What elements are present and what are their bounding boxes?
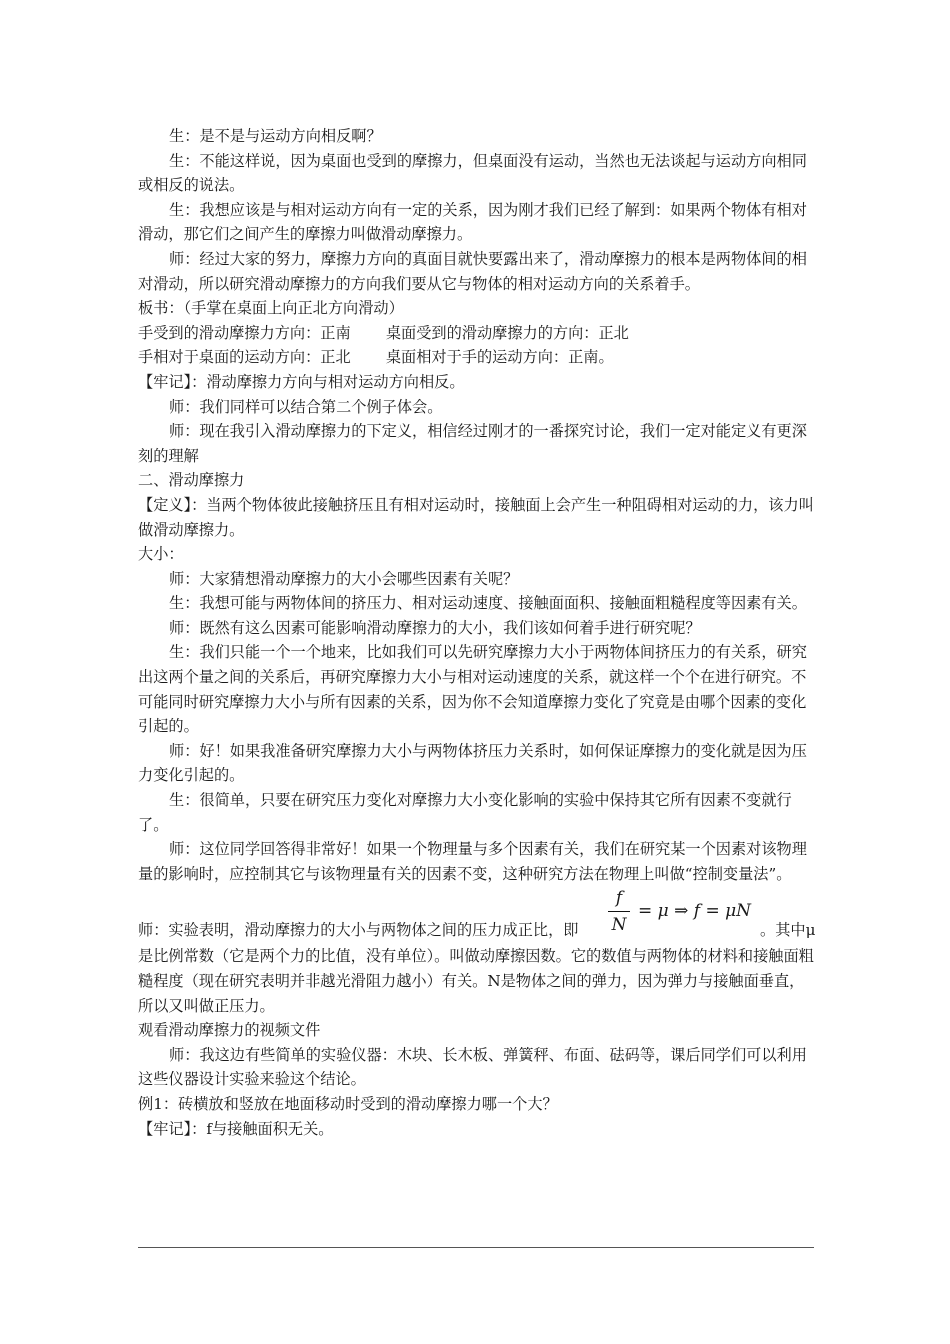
- fraction: [608, 886, 630, 937]
- section-heading: 二、滑动摩擦力: [138, 471, 245, 490]
- paragraph: 手受到的滑动摩擦力方向：正南 桌面受到的滑动摩擦力的方向：正北: [138, 323, 629, 342]
- subheading: 大小：: [138, 545, 184, 564]
- formula-equation: = μ ⇒ f = μN: [638, 901, 752, 922]
- fraction-denominator: N: [611, 915, 627, 936]
- footer-divider: [138, 1247, 814, 1248]
- paragraph: 生：很简单，只要在研究压力变化对摩擦力大小变化影响的实验中保持其它所有因素不变就行了。: [138, 791, 792, 834]
- paragraph: 师：既然有这么因素可能影响滑动摩擦力的大小，我们该如何着手进行研究呢？: [169, 618, 701, 637]
- paragraph: 是比例常数（它是两个力的比值，没有单位）。叫做动摩擦因数。它的数值与两物体的材料和接触面粗糙程度（现在研究表明并非越光滑阻力越小）有关。N是物体之间的弹力，因为弹力与接触面垂直，所以又叫做正压力。: [138, 947, 814, 1015]
- fraction-numerator: f: [615, 888, 623, 909]
- fraction-bar: [608, 911, 630, 912]
- paragraph: 生：我想可能与两物体间的挤压力、相对运动速度、接触面面积、接触面粗糙程度等因素有关。: [169, 594, 807, 613]
- paragraph: 师：现在我引入滑动摩擦力的下定义，相信经过刚才的一番探究讨论，我们一定对能定义有更深刻的理解: [138, 422, 807, 465]
- key-point: 【牢记】：滑动摩擦力方向与相对运动方向相反。: [138, 372, 465, 391]
- formula-line: [138, 886, 818, 944]
- paragraph: 生：是不是与运动方向相反啊？: [169, 127, 382, 145]
- paragraph: 手相对于桌面的运动方向：正北 桌面相对于手的运动方向：正南。: [138, 348, 614, 367]
- paragraph: 师：大家猜想滑动摩擦力的大小会哪些因素有关呢？: [169, 569, 519, 588]
- example-question: 例1：砖横放和竖放在地面移动时受到的滑动摩擦力哪一个大？: [138, 1094, 558, 1113]
- paragraph: 师：我这边有些简单的实验仪器：木块、长木板、弹簧秤、布面、砝码等，课后同学们可以利用这些仪器设计实验来验这个结论。: [138, 1045, 807, 1089]
- blackboard-note: 板书：（手掌在桌面上向正北方向滑动）: [138, 299, 404, 318]
- paragraph: 生：我们只能一个一个地来，比如我们可以先研究摩擦力大小于两物体间挤压力的有关系，研究出这两个量之间的关系后，再研究摩擦力大小与相对运动速度的关系，就这样一个个在进行研究。不可能同时研究摩擦力大小与所有因素的关系，因为你不会知道摩擦力变化了究竟是由哪个因素的变化引起的。: [138, 643, 807, 736]
- formula-trail-text: 。其中μ: [760, 920, 816, 939]
- key-point: 【牢记】：f与接触面积无关。: [138, 1119, 334, 1138]
- paragraph: 观看滑动摩擦力的视频文件: [138, 1021, 321, 1040]
- paragraph: 师：经过大家的努力，摩擦力方向的真面目就快要露出来了，滑动摩擦力的根本是两物体间的相对滑动，所以研究滑动摩擦力的方向我们要从它与物体的相对运动方向的关系着手。: [138, 249, 807, 293]
- paragraph: 师：我们同样可以结合第二个例子体会。: [169, 397, 443, 416]
- paragraph: 师：这位同学回答得非常好！如果一个物理量与多个因素有关，我们在研究某一个因素对该物理量的影响时，应控制其它与该物理量有关的因素不变，这种研究方法在物理上叫做“控制变量法”。: [138, 840, 807, 883]
- paragraph: 生：不能这样说，因为桌面也受到的摩擦力，但桌面没有运动，当然也无法谈起与运动方向相同或相反的说法。: [138, 151, 807, 195]
- paragraph: 生：我想应该是与相对运动方向有一定的关系，因为刚才我们已经了解到：如果两个物体有相对滑动，那它们之间产生的摩擦力叫做滑动摩擦力。: [138, 200, 807, 244]
- formula-lead-text: 师：实验表明，滑动摩擦力的大小与两物体之间的压力成正比，即: [138, 920, 579, 939]
- definition: 【定义】：当两个物体彼此接触挤压且有相对运动时，接触面上会产生一种阻碍相对运动的力，该力叫做滑动摩擦力。: [138, 495, 814, 539]
- paragraph: 师：好！如果我准备研究摩擦力大小与两物体挤压力关系时，如何保证摩擦力的变化就是因为压力变化引起的。: [138, 741, 807, 785]
- document-body: [138, 124, 818, 1141]
